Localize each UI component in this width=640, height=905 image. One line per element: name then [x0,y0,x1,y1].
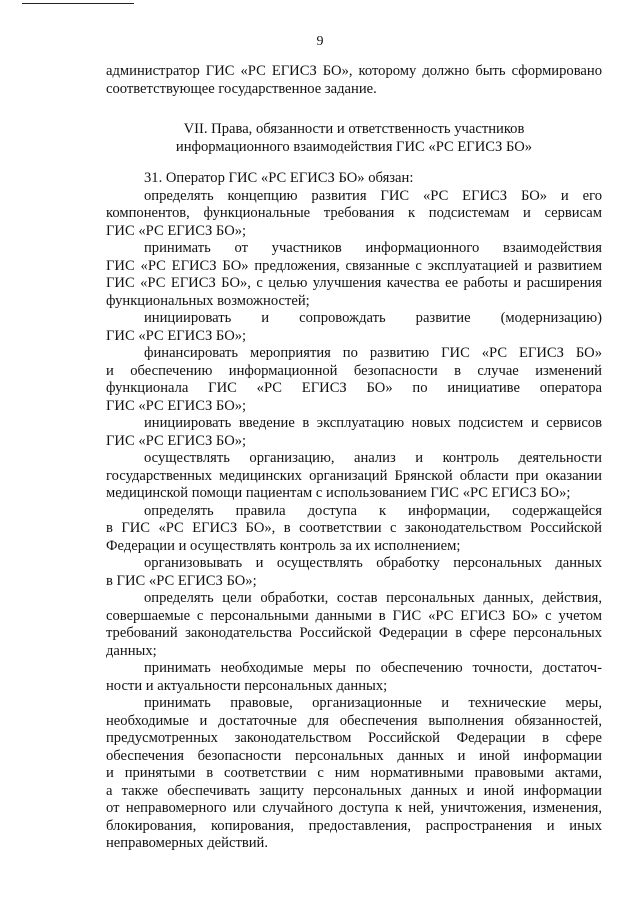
paragraph-line: требований законодательства Российской Федерации в сфере персональных [106,625,602,641]
paragraph-line: и обеспечению информационной безопасности в случае изменений [106,362,602,379]
heading-line: информационного взаимодействия ГИС «РС ЕГИСЗ БО» [175,138,533,155]
paragraph-line: в ГИС «РС ЕГИСЗ БО»; [106,572,257,589]
paragraph-line: инициировать введение в эксплуатацию новых подсистем и сервисов [144,415,602,431]
paragraph-line: данных; [106,642,157,659]
intro-line: соответствующее государственное задание. [106,80,377,97]
paragraph-line: ГИС «РС ЕГИСЗ БО» предложения, связанные с эксплуатацией и развитием [106,257,602,274]
paragraph-line: в ГИС «РС ЕГИСЗ БО», в соответствии с законодательством Российской [106,520,602,536]
paragraph-line: функционала ГИС «РС ЕГИСЗ БО» по инициативе оператора [106,380,602,396]
paragraph-line: блокирования, копирования, предоставления, распространения и иных [106,817,602,834]
paragraph-line: функциональных возможностей; [106,292,310,309]
paragraph-line: предусмотренных законодательством Российской Федерации в сфере [106,730,602,746]
paragraph-line: неправомерных действий. [106,835,268,851]
paragraph-line: ГИС «РС ЕГИСЗ БО»; [106,397,247,414]
paragraph-line: от неправомерного или случайного доступа к ней, уничтожения, изменения, [106,800,602,816]
paragraph-line: ности и актуальности персональных данных; [106,677,388,694]
paragraph-line: медицинской помощи пациентам с использованием ГИС «РС ЕГИСЗ БО»; [106,485,571,501]
paragraph-line: инициировать и сопровождать развитие (модернизацию) [144,310,602,326]
paragraph-line: финансировать мероприятия по развитию ГИС «РС ЕГИСЗ БО» [144,345,602,361]
paragraph-line: и принятыми в соответствии с ним нормативными правовыми актами, [106,765,602,781]
paragraph-line: определять правила доступа к информации, содержащейся [144,502,602,519]
paragraph-line: ГИС «РС ЕГИСЗ БО»; [106,222,247,239]
paragraph-line: Федерации и осуществлять контроль за их исполнением; [106,537,461,554]
page-number: 9 [316,34,324,49]
clause-31-title: 31. Оператор ГИС «РС ЕГИСЗ БО» обязан: [144,170,414,186]
paragraph-line: принимать необходимые меры по обеспечению точности, достаточ- [144,660,602,676]
paragraph-line: определять концепцию развития ГИС «РС ЕГИСЗ БО» и его [144,187,602,204]
intro-line: администратор ГИС «РС ЕГИСЗ БО», которому должно быть сформировано [106,63,602,79]
paragraph-line: ГИС «РС ЕГИСЗ БО», с целью улучшения качества ее работы и расширения [106,275,602,291]
paragraph-line: а также обеспечивать защиту персональных данных и иной информации [106,782,602,799]
paragraph-line: государственных медицинских организаций Брянской области при оказании [106,467,602,484]
intro-paragraph [106,63,602,98]
heading-line: VII. Права, обязанности и ответственность участников [183,121,525,137]
paragraph-line: определять цели обработки, состав персональных данных, действия, [144,590,602,606]
paragraph-line: осуществлять организацию, анализ и контроль деятельности [144,450,602,466]
obligations-list [106,170,602,853]
paragraph-line: ГИС «РС ЕГИСЗ БО»; [106,327,247,344]
paragraph-line: принимать от участников информационного взаимодействия [144,240,602,256]
top-rule [22,3,134,4]
paragraph-line: необходимые и достаточные для обеспечения выполнения обязанностей, [106,712,602,729]
paragraph-line: компонентов, функциональные требования к подсистемам и сервисам [106,205,602,221]
paragraph-line: совершаемые с персональными данными в ГИС «РС ЕГИСЗ БО» с учетом [106,607,602,624]
paragraph-line: обеспечения безопасности персональных данных и иной информации [106,747,602,764]
section-heading [106,121,602,156]
paragraph-line: организовывать и осуществлять обработку персональных данных [144,555,602,571]
paragraph-line: принимать правовые, организационные и технические меры, [144,695,602,711]
paragraph-line: ГИС «РС ЕГИСЗ БО»; [106,432,247,449]
